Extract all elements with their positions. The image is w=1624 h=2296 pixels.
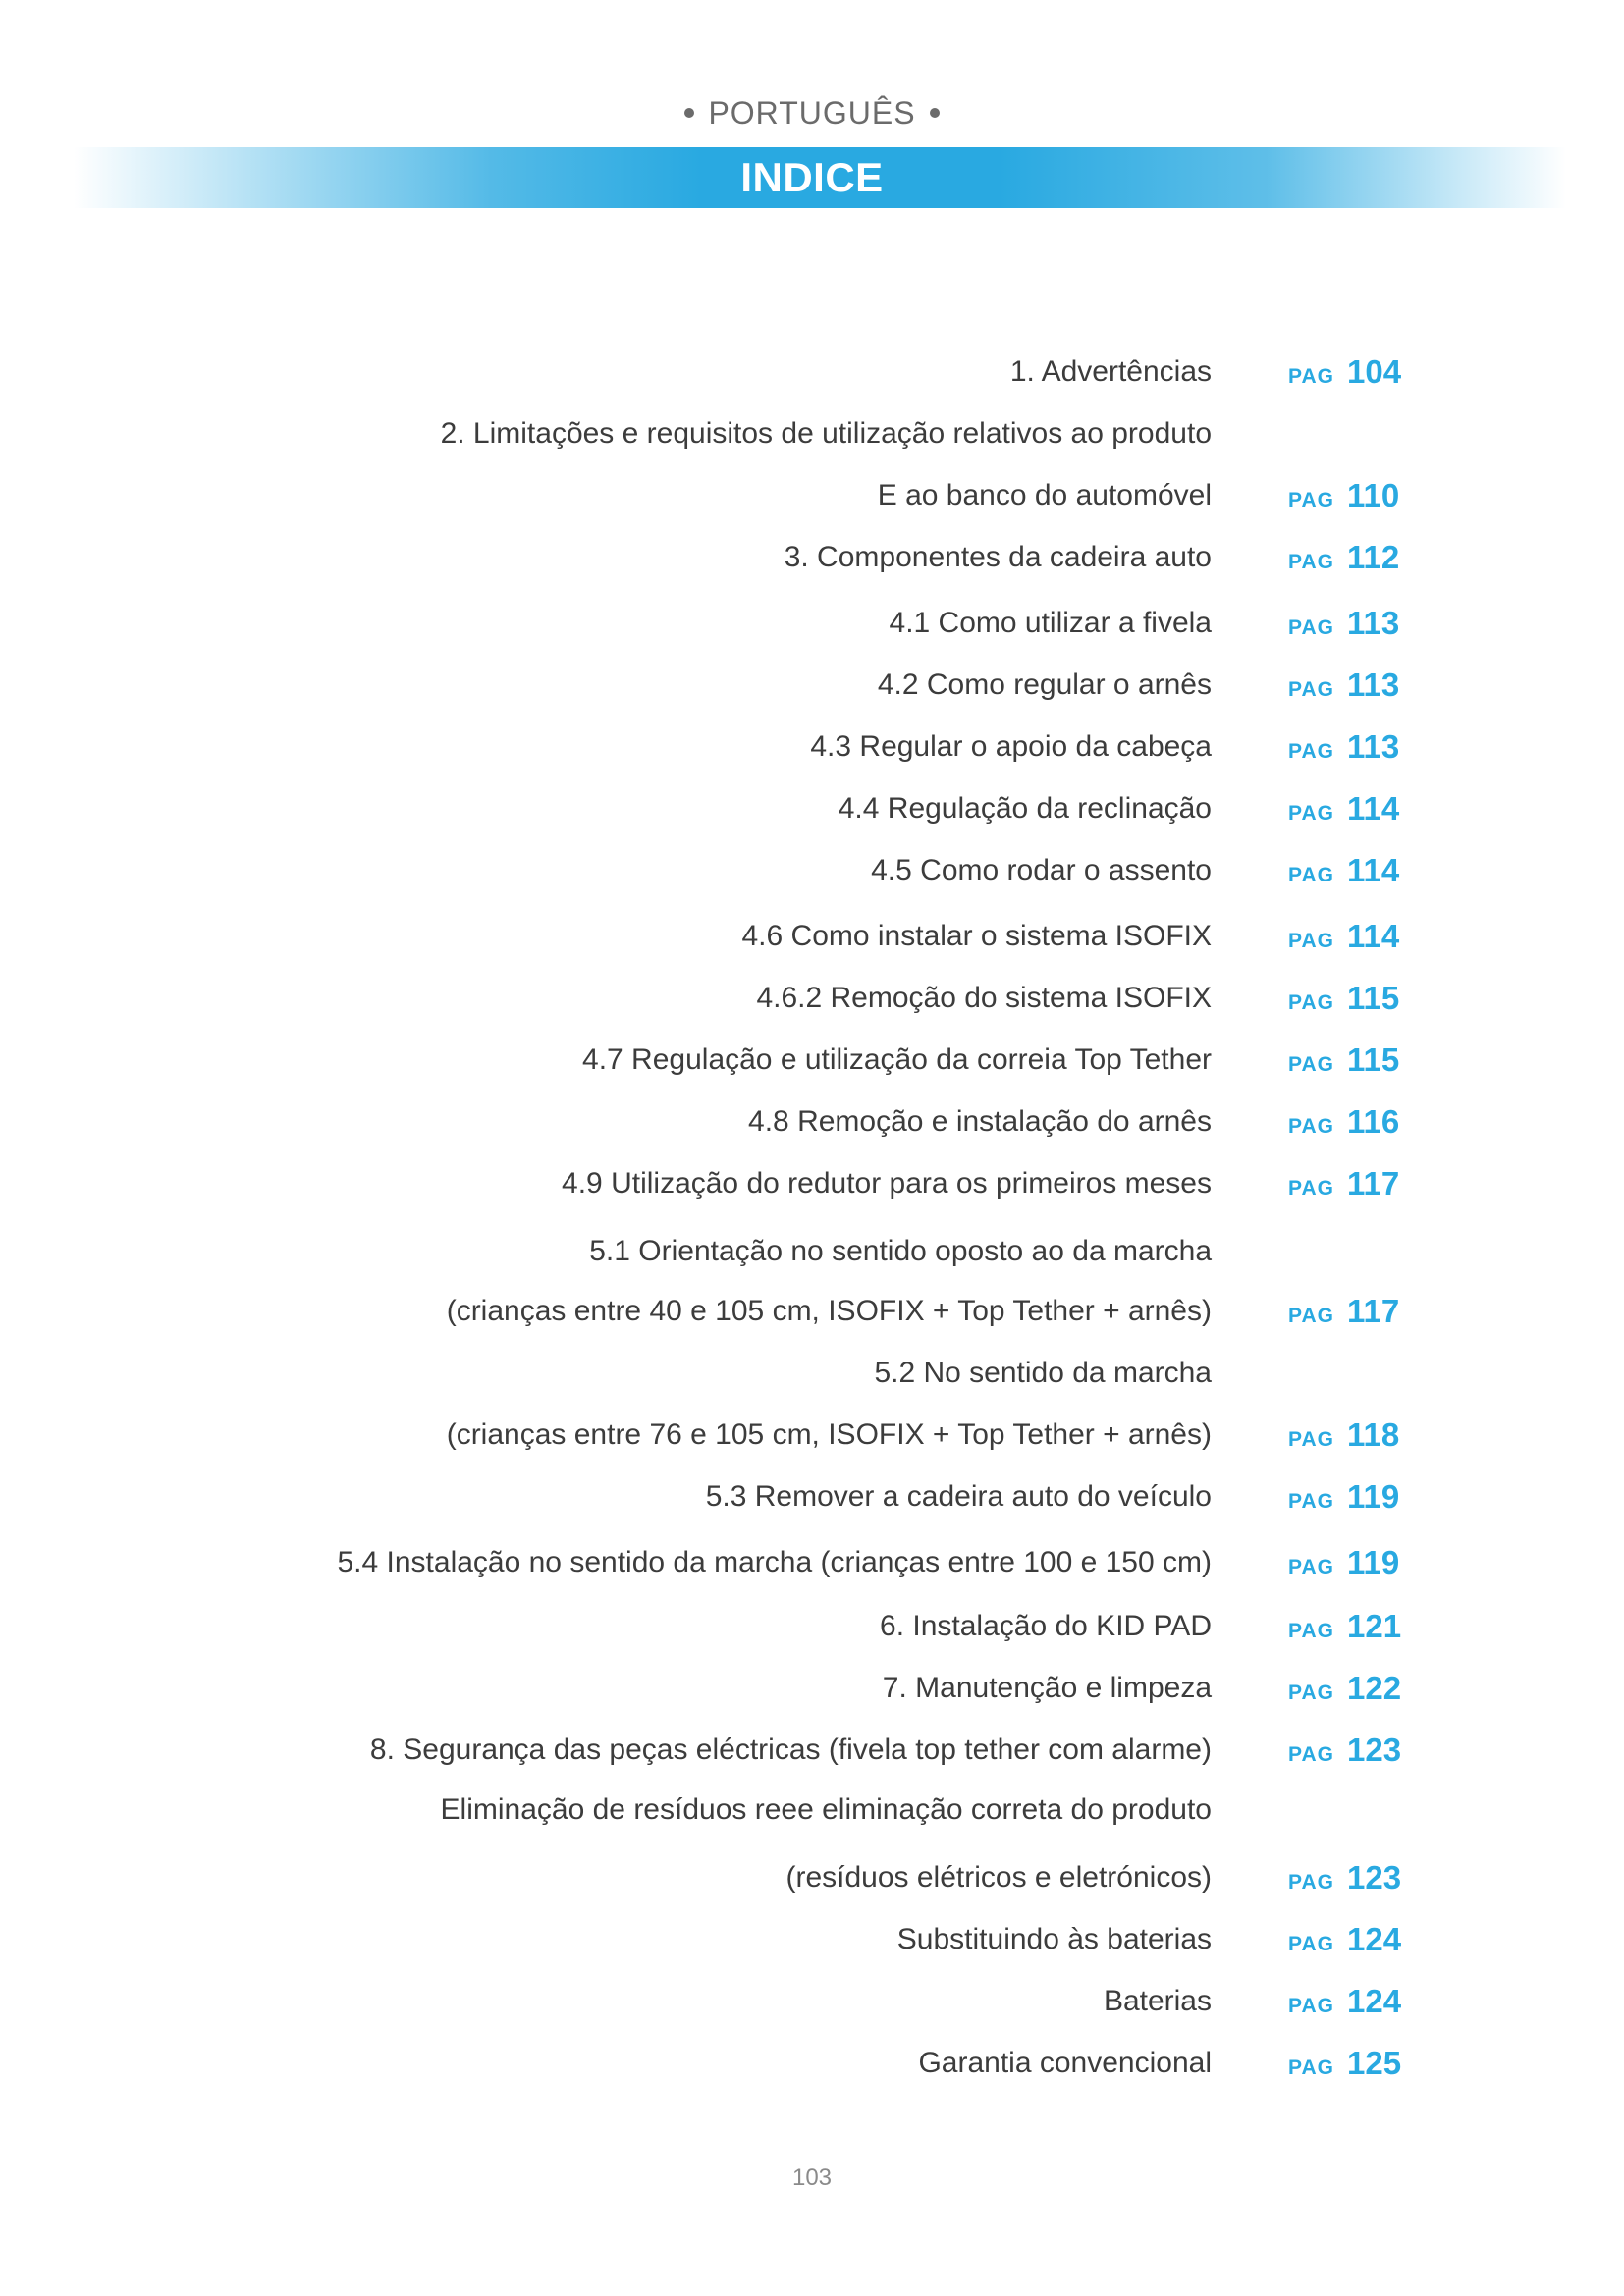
toc-entry-title: 4.4 Regulação da reclinação — [838, 792, 1212, 825]
page-reference — [1288, 725, 1399, 775]
toc-entry — [0, 664, 1624, 707]
page-number: 125 — [1347, 2045, 1402, 2081]
page-title: INDICE — [740, 154, 884, 200]
toc-entry-title: 4.6 Como instalar o sistema ISOFIX — [741, 920, 1212, 952]
toc-entry — [0, 1980, 1624, 2023]
toc-entry-title: Baterias — [1103, 1985, 1212, 2017]
pag-label: PAG — [1288, 1177, 1334, 1200]
toc-entry-title: 4.3 Regular o apoio da cabeça — [810, 730, 1212, 763]
pag-label: PAG — [1288, 2056, 1334, 2079]
page-number: 119 — [1347, 1478, 1400, 1515]
pag-label: PAG — [1288, 1620, 1334, 1642]
page-reference — [1288, 1605, 1401, 1655]
page-number: 113 — [1347, 728, 1400, 765]
page-reference — [1288, 1162, 1399, 1212]
toc-entry — [0, 1162, 1624, 1205]
language-text: PORTUGUÊS — [708, 95, 916, 131]
page-reference — [1288, 1729, 1401, 1779]
page-reference — [1288, 787, 1399, 837]
page-number: 119 — [1347, 1544, 1400, 1580]
toc-entry — [0, 1667, 1624, 1710]
toc-entry — [0, 1729, 1624, 1772]
toc-entry — [0, 1100, 1624, 1144]
title-banner — [74, 147, 1566, 208]
page-reference — [1288, 915, 1399, 965]
toc-entry — [0, 1918, 1624, 1961]
pag-label: PAG — [1288, 1682, 1334, 1704]
toc-entry — [0, 412, 1624, 455]
toc-entry-title: (resíduos elétricos e eletrónicos) — [785, 1861, 1212, 1894]
page-reference — [1288, 1667, 1401, 1717]
toc-entry — [0, 977, 1624, 1020]
toc-entry — [0, 1290, 1624, 1333]
toc-entry-title: 3. Componentes da cadeira auto — [784, 541, 1212, 573]
toc-entry — [0, 1789, 1624, 1832]
page-number: 122 — [1347, 1670, 1402, 1706]
page-number: 114 — [1347, 852, 1400, 888]
toc-entry — [0, 1856, 1624, 1899]
footer-page-number: 103 — [791, 2164, 833, 2191]
toc-entry — [0, 350, 1624, 394]
toc-entry — [0, 536, 1624, 579]
page-number: 113 — [1347, 605, 1400, 641]
pag-label: PAG — [1288, 802, 1334, 825]
page-reference — [1288, 664, 1399, 714]
pag-label: PAG — [1288, 1490, 1334, 1513]
pag-label: PAG — [1288, 1053, 1334, 1076]
page-number: 117 — [1347, 1293, 1400, 1329]
pag-label: PAG — [1288, 678, 1334, 701]
toc-entry — [0, 725, 1624, 769]
page-number: 121 — [1347, 1608, 1402, 1644]
toc-entry-title: Eliminação de resíduos reee eliminação correta do produto — [440, 1793, 1212, 1826]
pag-label: PAG — [1288, 991, 1334, 1014]
page-reference — [1288, 536, 1399, 586]
page-reference — [1288, 1918, 1401, 1968]
toc-entry-title: 4.2 Como regular o arnês — [877, 668, 1212, 701]
pag-label: PAG — [1288, 864, 1334, 886]
toc-entry — [0, 1414, 1624, 1457]
toc-entry — [0, 474, 1624, 517]
toc-entry-title: Garantia convencional — [918, 2047, 1212, 2079]
toc-entry-title: 2. Limitações e requisitos de utilização relativos ao produto — [440, 417, 1212, 450]
toc-entry-title: 6. Instalação do KID PAD — [880, 1610, 1212, 1642]
toc-entry-title: 4.1 Como utilizar a fivela — [889, 607, 1212, 639]
pag-label: PAG — [1288, 365, 1334, 388]
toc-entry-title: 4.6.2 Remoção do sistema ISOFIX — [756, 982, 1212, 1014]
pag-label: PAG — [1288, 489, 1334, 511]
toc-entry — [0, 1475, 1624, 1519]
page-reference — [1288, 977, 1399, 1027]
toc-entry-title: 5.4 Instalação no sentido da marcha (crianças entre 100 e 150 cm) — [337, 1546, 1212, 1578]
page-reference — [1288, 1414, 1399, 1464]
toc-entry-title: 1. Advertências — [1009, 355, 1212, 388]
page-number: 123 — [1347, 1732, 1402, 1768]
page-number: 117 — [1347, 1165, 1400, 1201]
pag-label: PAG — [1288, 740, 1334, 763]
toc-entry-title: E ao banco do automóvel — [877, 479, 1212, 511]
pag-label: PAG — [1288, 1995, 1334, 2017]
toc-entry — [0, 915, 1624, 958]
page-number: 110 — [1347, 477, 1400, 513]
pag-label: PAG — [1288, 1871, 1334, 1894]
toc-entry — [0, 1352, 1624, 1395]
page-number: 118 — [1347, 1416, 1400, 1453]
bullet-dot-icon — [930, 108, 940, 118]
page-reference — [1288, 1541, 1399, 1591]
pag-label: PAG — [1288, 1556, 1334, 1578]
page-reference — [1288, 602, 1399, 652]
page-reference — [1288, 1039, 1399, 1089]
toc-entry-title: (crianças entre 76 e 105 cm, ISOFIX + Top Tether + arnês) — [446, 1418, 1212, 1451]
page-number: 114 — [1347, 918, 1400, 954]
toc-entry — [0, 849, 1624, 892]
page-number: 113 — [1347, 667, 1400, 703]
pag-label: PAG — [1288, 930, 1334, 952]
toc-entry-title: 8. Segurança das peças eléctricas (fivela top tether com alarme) — [369, 1734, 1212, 1766]
page-reference — [1288, 1475, 1399, 1525]
toc-entry-title: 4.5 Como rodar o assento — [871, 854, 1212, 886]
pag-label: PAG — [1288, 551, 1334, 573]
pag-label: PAG — [1288, 616, 1334, 639]
page-number: 115 — [1347, 980, 1400, 1016]
toc-entry — [0, 602, 1624, 645]
page-number: 115 — [1347, 1041, 1400, 1078]
toc-entry — [0, 1039, 1624, 1082]
bullet-dot-icon — [684, 108, 694, 118]
toc-entry-title: 5.2 No sentido da marcha — [874, 1357, 1212, 1389]
pag-label: PAG — [1288, 1933, 1334, 1955]
page-number: 104 — [1347, 353, 1402, 390]
page-number: 124 — [1347, 1921, 1402, 1957]
pag-label: PAG — [1288, 1115, 1334, 1138]
page-number: 114 — [1347, 790, 1400, 827]
page-reference — [1288, 2042, 1401, 2092]
toc-entry-title: 5.1 Orientação no sentido oposto ao da marcha — [589, 1235, 1212, 1267]
pag-label: PAG — [1288, 1743, 1334, 1766]
page-reference — [1288, 474, 1399, 524]
language-label — [0, 90, 1624, 135]
toc-entry-title: 4.8 Remoção e instalação do arnês — [748, 1105, 1212, 1138]
pag-label: PAG — [1288, 1428, 1334, 1451]
toc-entry — [0, 787, 1624, 830]
toc-entry — [0, 2042, 1624, 2085]
toc-entry-title: Substituindo às baterias — [896, 1923, 1212, 1955]
toc-entry-title: 7. Manutenção e limpeza — [882, 1672, 1212, 1704]
toc-entry-title: 4.7 Regulação e utilização da correia Top Tether — [582, 1043, 1212, 1076]
page-reference — [1288, 1980, 1401, 2030]
page-number: 123 — [1347, 1859, 1402, 1896]
page-reference — [1288, 350, 1401, 400]
toc-entry-title: (crianças entre 40 e 105 cm, ISOFIX + Top Tether + arnês) — [446, 1295, 1212, 1327]
toc-entry-title: 4.9 Utilização do redutor para os primeiros meses — [562, 1167, 1212, 1200]
page-number: 124 — [1347, 1983, 1402, 2019]
page-reference — [1288, 849, 1399, 899]
pag-label: PAG — [1288, 1305, 1334, 1327]
toc-entry-title: 5.3 Remover a cadeira auto do veículo — [705, 1480, 1212, 1513]
page-number: 112 — [1347, 539, 1400, 575]
page-reference — [1288, 1290, 1399, 1340]
toc-entry — [0, 1541, 1624, 1584]
toc-entry — [0, 1605, 1624, 1648]
page-reference — [1288, 1100, 1399, 1150]
page-reference — [1288, 1856, 1401, 1906]
page-number: 116 — [1347, 1103, 1400, 1140]
toc-entry — [0, 1230, 1624, 1273]
